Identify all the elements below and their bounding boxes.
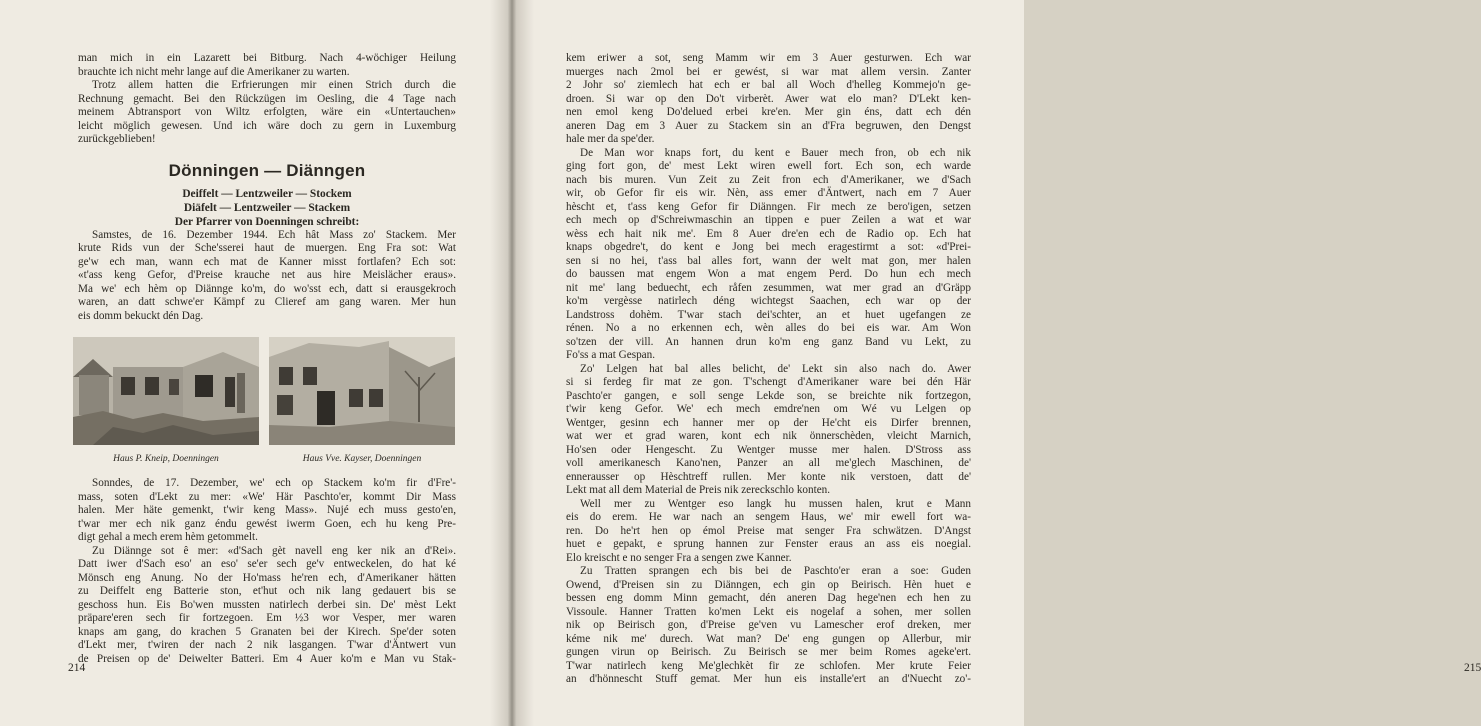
text-line: muerges nach 2mol bei er gewést, si war mat allem versin. Zanter <box>566 65 971 78</box>
text-line: Mönsch eng Anung. No der Ho'mass he'ren ech, d'Amerikaner hätten <box>78 571 456 584</box>
text-line: Zo' Lelgen hat bal alles belicht, de' Lekt sin also nach do. Awer <box>580 362 971 375</box>
text-line: do baussen mat engem Won a mat engem Perd. Do hun ech mech <box>566 268 971 280</box>
text-line: t'wir keng Gefor. We' ech mech emdre'nen om Wé vu Lelgen op <box>566 403 971 415</box>
text-line: Rechnung gemacht. Bei den Rückzügen im Oesling, die 4 Tage nach <box>78 92 456 105</box>
text-line: gungen virun op Beirisch. Zu Beirisch se mer beim Romes ageke'ert. <box>566 646 971 658</box>
paragraph <box>78 229 456 324</box>
text-line: eis domm bekuckt dén Dag. <box>78 309 204 322</box>
text-line: krute Rids vun der Sche'sserei haut de muergen. Eng Fra sot: Wat <box>78 242 456 254</box>
text-line: leicht möglich gewesen. Und ich wäre doch zu gern in Luxemburg <box>78 119 456 132</box>
text-line: De Man wor knaps fort, du kent e Bauer mech fron, ob ech nik <box>580 146 971 159</box>
text-line: wat wer et grad waren, kont ech nik önnerschèden, vleicht Marnich, <box>566 430 971 442</box>
book-gutter-shadow <box>490 0 534 726</box>
chapter-subtitle-1: Deiffelt — Lentzweiler — Stockem <box>182 187 352 200</box>
text-line: sen si no hei, t'ass bal alles fort, wann der welt mat gon, mer halen <box>566 254 971 267</box>
paragraph <box>566 565 971 687</box>
text-line: hale mer da spe'der. <box>566 133 655 145</box>
intro-paragraph <box>78 52 456 147</box>
right-page-body <box>566 52 971 687</box>
text-line: mass, soten d'Lekt zu mer: «We' Här Paschto'er, kommt Dir Mass <box>78 490 456 503</box>
text-line: zu Deiffelt eng Batterie ston, et'hut och nik lang gedauert bis se <box>78 585 456 597</box>
paragraph <box>566 52 971 147</box>
text-line: Owend, d'Preisen sin zu Diänngen, ech gin op Beirisch. Hèn huet e <box>566 578 971 591</box>
text-line: d'Lekt mer, t'wiren der nach 2 nik lasgangen. T'war d'Äntwert vun <box>78 639 456 651</box>
paragraph <box>566 363 971 498</box>
text-line: nen emol keng Do'delued erbei kre'en. Mer gin éns, datt ech dén <box>566 106 971 118</box>
text-line: Paschto'er gangen, e soll senge Lekde son, se breichte nik fortzegon, <box>566 389 971 402</box>
text-line: nik op Beirisch gon, d'Preise ge'ven vu Lamescher erof dreken, mer <box>566 619 971 631</box>
text-line: wir, ob Gefor fir eis wir. Nèn, ass emer d'Äntwert, nach em 7 Auer <box>566 187 971 199</box>
text-line: Lekt mat all dem Material de Preis nik zerecksch​lo konten. <box>566 484 831 496</box>
text-line: halen. Mer häte gemenkt, t'wir keng Mass». Nujé ech muss gesto'en, <box>78 504 456 516</box>
text-line: wèss ech hait nik me'. Em 8 Auer dre'en ech de Radio op. Ech hat <box>566 227 971 240</box>
text-line: Landstross dohèm. T'war stach dei'schter, an et huet ugefangen ze <box>566 308 971 321</box>
text-line: nach bis muren. Vun Zeit zu Zeit fron ech d'Amerikaner, we d'Sach <box>566 173 971 186</box>
photo-ruined-house-kayser <box>269 337 455 445</box>
text-line: Trotz allem hatten die Erfrierungen mir einen Strich durch die <box>92 79 456 91</box>
text-line: ge'w ech man, wann ech mat de Kanner misst fortlafen? Ech sot: <box>78 255 456 268</box>
photo-caption-2: Haus Vve. Kayser, Doenningen <box>302 454 422 464</box>
text-line: nit me' lang beduecht, ech råfen zesummen, wat mer grad an d'Gräpp <box>566 281 971 294</box>
left-page <box>0 0 512 726</box>
text-line: si si ferdeg fir mat ze gon. T'schengt d'Amerikaner ware bei dén Här <box>566 376 971 388</box>
text-line: eis do erem. He war nach an sengem Haus, we' mir ewell fort wa- <box>566 511 971 523</box>
text-line: hèscht et, t'ass keng Gefor fir Diänngen. Fir mech ze bero'igen, setzen <box>566 200 971 213</box>
text-line: 2 Johr so' ziemlech hat ech er bal all Woch d'helleg Kommejo'n ge- <box>566 79 971 91</box>
photo-caption-1: Haus P. Kneip, Doenningen <box>113 454 219 464</box>
paragraph <box>566 147 971 363</box>
text-line: kem eriwer a sot, seng Mamm wir em 3 Auer gesturwen. Ech war <box>566 52 971 64</box>
text-line: präpare'eren sech fir fortzegoen. Em ½3 wor Vesper, mer waren <box>78 612 456 624</box>
text-line: kéme nik me' durech. Wat man? De' eng gungen op Allerbur, mir <box>566 632 971 645</box>
text-line: Datt iwer d'Sach eso' an eso' se'er sech ge'v entweckelen, do hat ké <box>78 558 456 570</box>
text-line: «t'ass keng Gefor, d'Preise krauche net aus hire Meislächer eraus». <box>78 269 456 281</box>
page-number-left: 214 <box>68 662 86 674</box>
text-line: de Preisen op de' Deiwelter Batteri. Em 4 Auer ko'm e Man vu Stak- <box>78 652 456 665</box>
text-line: Vissoule. Hanner Tratten ko'men Lekt eis nogelaf a sohen, mer sollen <box>566 605 971 618</box>
text-line: T'war natirlech keng Me'glechkèt fir ze schlofen. Mer krute Feier <box>566 659 971 672</box>
text-line: waren, an datt schwe'er Kämpf zu Clieref am gang waren. Mer hun <box>78 296 456 308</box>
text-line: Well mer zu Wentger eso langk hu mussen halen, krut e Mann <box>580 497 971 510</box>
chapter-subtitle-3: Der Pfarrer von Doenningen schreibt: <box>174 215 360 228</box>
text-line: ko'm vergèsse natirlech déng wichtegst Saachen, ech war op der <box>566 295 971 307</box>
paragraph <box>78 477 456 545</box>
text-line: Wentger, gesinn ech hanner mer op der He'cht eis Dirfer brennen, <box>566 416 971 429</box>
text-line: meinem Abtransport von Wiltz erfolgten, wäre ein «Untertauchen» <box>78 106 456 118</box>
chapter-subtitle-2: Diäfelt — Lentzweiler — Stackem <box>183 201 351 214</box>
paragraph <box>566 498 971 566</box>
text-line: Fo'ss a mat Gespan. <box>566 349 656 361</box>
text-line: digt gehal a mech erem hèm getommelt. <box>78 531 258 543</box>
text-line: Samstes, de 16. Dezember 1944. Ech hât Mass zo' Stackem. Mer <box>92 228 456 241</box>
photo-row <box>78 337 456 473</box>
text-line: an d'hönnescht Stuff gemat. Mer hun eis installe'ert an d'Nuecht zo'- <box>566 673 971 685</box>
text-line: man mich in ein Lazarett bei Bitburg. Nach 4-wöchiger Heilung <box>78 52 456 64</box>
page-number-right: 215 <box>1464 662 1481 674</box>
text-line: voll amerikanesch Kano'nen, Panzer an all me'glech Maschinen, de' <box>566 457 971 469</box>
text-line: ren. Do he'rt hen op émol Preise mat senger Fra schwätzen. D'Angst <box>566 524 971 537</box>
text-line: ennerausser op Hèschtreff rullen. Mer konte nik verstoen, datt de' <box>566 470 971 483</box>
text-line: Zu Diännge sot ê mer: «d'Sach gèt navell eng ker nik an d'Rei». <box>92 544 456 557</box>
photo-ruined-house-kneip <box>73 337 259 445</box>
chapter-title: Dönningen — Diänngen <box>168 160 366 180</box>
text-line: t'war mer ech nik ganz éndu gewést iwerm Goen, ech hu keng Pre- <box>78 517 456 530</box>
text-line: ging fort gon, de' mest Lekt wiren ewell fort. Ech son, ech warde <box>566 160 971 172</box>
text-line: bessen eng domm Minn gemacht, dén aneren Dag hege'nen ech hen zu <box>566 592 971 604</box>
text-line: rénen. No a no erkennen ech, wèn alles do bei eis war. Am Won <box>566 322 971 334</box>
text-line: knaps obgedre't, do kent e Jong bei mech eragestirmt a sot: «d'Prei- <box>566 241 971 253</box>
text-line: huet e gepakt, e sprung hannen zur Fenster eraus an ass eis noegial. <box>566 538 971 550</box>
text-line: Sonndes, de 17. Dezember, we' ech op Stackem ko'm fir d'Fre'- <box>92 477 456 489</box>
left-page-body <box>78 52 456 666</box>
text-line: Elo kreischt e no senger Fra a sengen zwe Kanner. <box>566 551 792 564</box>
text-line: Ma we' ech hèm op Diännge ko'm, do wo'sst ech, datt si erausgekroch <box>78 282 456 295</box>
text-line: Ho'sen oder Hengescht. Zu Wentger musse mer halen. D'Stross ass <box>566 443 971 456</box>
text-line: geschoss hun. Eis Bo'wen mussten natirlech derbei sin. De' mèst Lekt <box>78 598 456 611</box>
paragraph <box>78 545 456 667</box>
text-line: aneren Dag em 3 Auer zu Stackem sin an d'Fra begruwen, den Dengst <box>566 119 971 132</box>
right-page <box>512 0 1481 726</box>
text-line: brauchte ich nicht mehr lange auf die Amerikaner zu warten. <box>78 65 350 78</box>
text-line: so'tzen der vill. An hannen drun ko'm eng ganz Band vu Lekt, zu <box>566 335 971 348</box>
text-line: droen. Si war op den Do't virberèt. Awer wat elo man? D'Lekt ken- <box>566 92 971 105</box>
text-line: knaps am gang, do krachen 5 Granaten bei der Kirech. Spe'der soten <box>78 625 456 638</box>
text-line: ech mech op d'Schreiwmaschin an tippen e puer Zeilen a wat et war <box>566 214 971 226</box>
text-line: Zu Tratten sprangen ech bis bei de Paschto'er eran a soe: Guden <box>580 565 971 577</box>
text-line: zurückgeblieben! <box>78 133 156 145</box>
